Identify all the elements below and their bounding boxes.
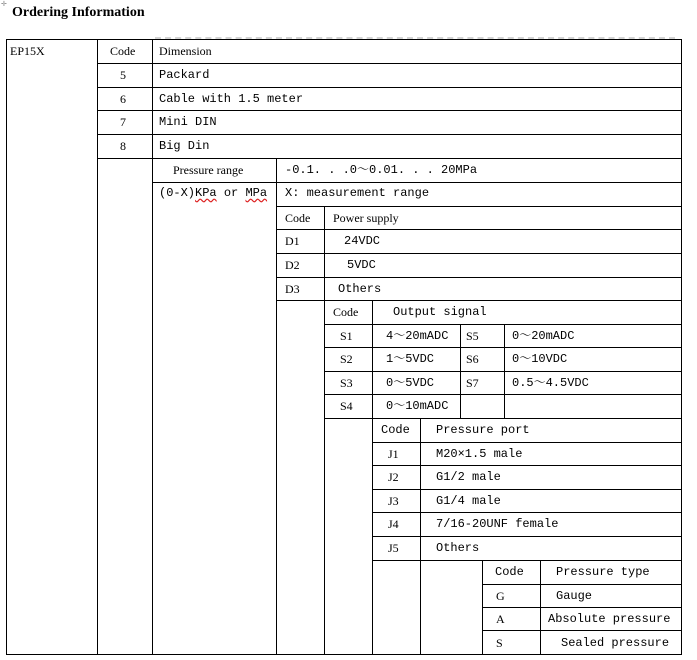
table-line [324,394,682,395]
port-code-header: Code [381,423,410,437]
table-line [276,277,682,278]
table-line [276,300,682,301]
table-line [152,182,682,183]
connection-label: Packard [159,68,210,82]
output-code: S5 [466,329,479,343]
output-code: S4 [340,399,353,413]
table-line [372,442,682,443]
type-label: Gauge [556,589,593,603]
output-label: 0～5VDC [386,376,435,390]
connection-code: 6 [120,92,126,106]
table-line [372,536,682,537]
port-code: J4 [388,517,399,531]
pressure-range-value: -0.1. . .0～0.01. . . 20MPa [285,163,478,177]
power-label: 24VDC [344,234,381,248]
type-label: Absolute pressure [548,612,671,626]
port-code: J1 [388,447,399,461]
table-line [6,654,682,655]
output-code: S7 [466,376,479,390]
table-line [152,39,153,654]
table-line [97,110,682,111]
table-line [324,206,325,654]
table-line [97,87,682,88]
power-code: D1 [285,234,300,248]
table-line [482,607,682,608]
table-line [324,418,682,419]
pressure-unit [159,186,267,200]
pressure-port-header: Pressure port [436,423,530,437]
table-line [372,512,682,513]
header-code: Code [110,44,136,58]
measurement-range-note: X: measurement range [285,186,430,200]
output-code: S1 [340,329,353,343]
output-label: 4～20mADC [386,329,449,343]
port-label: G1/4 male [436,494,501,508]
table-line [97,63,682,64]
port-label: G1/2 male [436,470,501,484]
output-code: S3 [340,376,353,390]
pressure-unit-kpa: KPa [195,186,217,200]
table-line [324,347,682,348]
header-dimension: Dimension [159,44,212,58]
table-line [276,158,277,654]
table-line [324,371,682,372]
output-code: S2 [340,352,353,366]
output-code: S6 [466,352,479,366]
type-code-header: Code [495,565,524,579]
output-label: 0～10VDC [512,352,568,366]
power-label: 5VDC [347,258,376,272]
table-line [482,630,682,631]
port-label: 7/16-20UNF female [436,517,559,531]
port-label: Others [436,541,480,555]
power-code: D2 [285,258,300,272]
power-code-header: Code [285,211,311,225]
connection-code: 7 [120,115,126,129]
power-code: D3 [285,282,300,296]
connection-code: 5 [120,68,126,82]
type-code: S [496,636,503,650]
type-code: A [496,612,505,626]
pressure-range-label: Pressure range [173,163,244,177]
power-label: Others [338,282,382,296]
table-line [276,253,682,254]
pressure-unit-open: (0-X) [159,186,196,200]
port-code: J2 [388,470,399,484]
table-line [97,158,682,159]
connection-label: Cable with 1.5 meter [159,92,304,106]
table-line [372,489,682,490]
table-line [482,584,682,585]
port-label: M20×1.5 male [436,447,523,461]
port-code: J5 [388,541,399,555]
corner-mark-icon: ✛ [1,1,7,8]
table-line [372,560,682,561]
output-label: 1～5VDC [386,352,435,366]
table-line [97,39,98,654]
output-signal-header: Output signal [393,305,487,319]
table-line [324,324,682,325]
type-code: G [496,589,505,603]
port-code: J3 [388,494,399,508]
power-supply-header: Power supply [333,211,399,225]
model-code: EP15X [10,44,45,58]
pressure-unit-or: or [216,186,246,200]
table-line [6,39,682,40]
output-label: 0.5～4.5VDC [512,376,589,390]
connection-code: 8 [120,139,126,153]
table-line [372,465,682,466]
page-title: Ordering Information [12,5,145,20]
table-line [276,229,682,230]
pressure-type-header: Pressure type [556,565,650,579]
table-line [6,39,7,654]
table-line [97,134,682,135]
output-label: 0～10mADC [386,399,449,413]
table-line [276,206,682,207]
table-line [372,300,373,654]
pressure-unit-mpa: MPa [245,186,268,200]
connection-label: Mini DIN [159,115,217,129]
output-code-header: Code [333,305,359,319]
connection-label: Big Din [159,139,210,153]
type-label: Sealed pressure [561,636,670,650]
output-label: 0～20mADC [512,329,575,343]
